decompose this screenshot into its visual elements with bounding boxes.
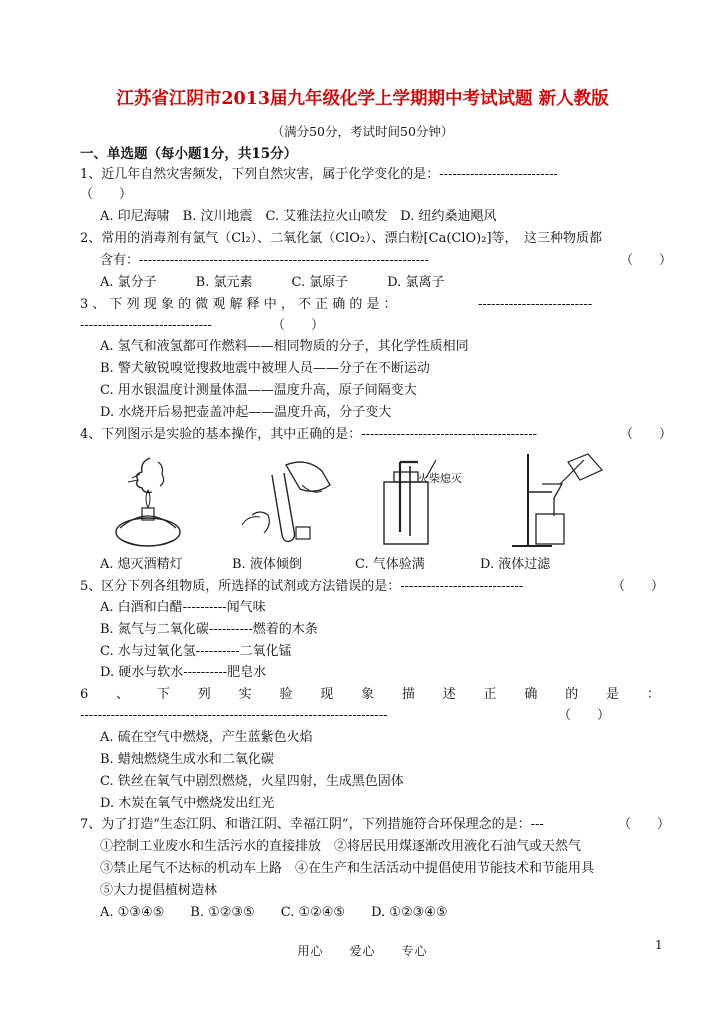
figure-gas-collection bbox=[370, 452, 480, 552]
q6-option-d: D. 木炭在氧气中燃烧发出红光 bbox=[100, 796, 275, 811]
q7-measure-line-3: ⑤大力提倡植树造林 bbox=[100, 883, 218, 898]
q2-stem-cont: 含有：------------------------------------------------------------------ bbox=[100, 253, 429, 268]
figure-filtration bbox=[498, 448, 608, 552]
q1-answer-paren: （ ） bbox=[80, 187, 133, 202]
q4-option-c: C. 气体验满 bbox=[355, 557, 425, 572]
q6-stem-char: 描 bbox=[401, 687, 415, 702]
q2-stem: 2、常用的消毒剂有氯气（Cl₂）、二氧化氯（ClO₂）、漂白粉[Ca(ClO)₂]等， 这三种物质都 bbox=[80, 231, 603, 246]
q6-answer-paren: （ ） bbox=[558, 708, 611, 723]
q4-stem: 4、下列图示是实验的基本操作，其中正确的是：---------------------------------------- bbox=[80, 427, 537, 442]
q6-stem-char: ： bbox=[646, 687, 660, 702]
q5-option-b: B. 氮气与二氧化碳----------燃着的木条 bbox=[100, 622, 318, 637]
q6-stem-char: 下 bbox=[156, 687, 170, 702]
q6-stem-char: 验 bbox=[279, 687, 293, 702]
q1-stem: 1、近几年自然灾害频发，下列自然灾害，属于化学变化的是：--------------------------- bbox=[80, 167, 558, 182]
q3-option-c: C. 用水银温度计测量体温——温度升高，原子间隔变大 bbox=[100, 383, 417, 398]
q3-option-b: B. 警犬敏锐嗅觉搜救地震中被埋人员——分子在不断运动 bbox=[100, 361, 430, 376]
q2-options: A. 氯分子 B. 氯元素 C. 氯原子 D. 氯离子 bbox=[100, 275, 445, 290]
figure-label-match: 火柴熄灭 bbox=[418, 472, 462, 485]
q3-option-a: A. 氢气和液氢都可作燃料——相同物质的分子，其化学性质相同 bbox=[100, 339, 469, 354]
q6-option-c: C. 铁丝在氧气中剧烈燃烧，火星四射，生成黑色固体 bbox=[100, 774, 404, 789]
q5-option-c: C. 水与过氧化氢----------二氧化锰 bbox=[100, 644, 292, 659]
section-heading: 一、单选题（每小题1分，共15分） bbox=[80, 146, 298, 162]
q6-stem bbox=[80, 686, 660, 704]
q7-answer-paren: （ ） bbox=[618, 817, 671, 832]
q6-stem-char: 现 bbox=[320, 687, 334, 702]
q5-option-d: D. 硬水与软水----------肥皂水 bbox=[100, 665, 267, 680]
q6-stem-char: 的 bbox=[565, 687, 579, 702]
q6-option-b: B. 蜡烛燃烧生成水和二氧化碳 bbox=[100, 752, 274, 767]
q6-stem-cont: ---------------------------------------------------------------------- bbox=[80, 708, 388, 723]
q7-stem: 7、为了打造“生态江阴、和谐江阴、幸福江阴”，下列措施符合环保理念的是：--- bbox=[80, 817, 544, 832]
q7-options: A. ①③④⑤ B. ①②③⑤ C. ①②④⑤ D. ①②③④⑤ bbox=[100, 905, 448, 920]
q5-stem: 5、区分下列各组物质，所选择的试剂或方法错误的是：---------------------------- bbox=[80, 579, 524, 594]
q3-option-d: D. 水烧开后易把壶盖冲起——温度升高，分子变大 bbox=[100, 405, 392, 420]
q4-option-a: A. 熄灭酒精灯 bbox=[100, 557, 183, 572]
figure-liquid-pouring bbox=[232, 455, 342, 555]
q4-option-d: D. 液体过滤 bbox=[480, 557, 551, 572]
q6-stem-char: 是 bbox=[606, 687, 620, 702]
q6-stem-char: 述 bbox=[442, 687, 456, 702]
q3-stem-dashes: -------------------------- bbox=[478, 297, 593, 312]
q3-answer-paren: （ ） bbox=[272, 318, 325, 333]
q6-stem-char: 正 bbox=[483, 687, 497, 702]
document-title: 江苏省江阴市2013届九年级化学上学期期中考试试题 新人教版 bbox=[116, 89, 609, 109]
q4-option-b: B. 液体倾倒 bbox=[232, 557, 302, 572]
q4-answer-paren: （ ） bbox=[620, 427, 673, 442]
q6-stem-char: 确 bbox=[524, 687, 538, 702]
q6-stem-char: 列 bbox=[197, 687, 211, 702]
page-footer: 用心 爱心 专心 bbox=[297, 944, 428, 958]
q3-stem: 3 、 下 列 现 象 的 微 观 解 释 中 ， 不 正 确 的 是 ： bbox=[80, 297, 397, 312]
q1-options: A. 印尼海啸 B. 汶川地震 C. 艾雅法拉火山喷发 D. 纽约桑迪飓风 bbox=[100, 209, 497, 224]
q3-stem-cont: ------------------------------ bbox=[80, 318, 212, 333]
q6-stem-char: 象 bbox=[361, 687, 375, 702]
q6-option-a: A. 硫在空气中燃烧，产生蓝紫色火焰 bbox=[100, 730, 313, 745]
q6-stem-char: 实 bbox=[238, 687, 252, 702]
page-number: 1 bbox=[655, 938, 663, 952]
q6-stem-char: 6 bbox=[80, 687, 89, 702]
exam-subtitle: （满分50分，考试时间50分钟） bbox=[271, 124, 454, 139]
q6-stem-char: 、 bbox=[116, 687, 130, 702]
q7-measure-line-1: ①控制工业废水和生活污水的直接排放 ②将居民用煤逐渐改用液化石油气或天然气 bbox=[100, 839, 582, 854]
figure-alcohol-lamp bbox=[100, 450, 210, 550]
q2-answer-paren: （ ） bbox=[620, 253, 673, 268]
q7-measure-line-2: ③禁止尾气不达标的机动车上路 ④在生产和生活活动中提倡使用节能技术和节能用具 bbox=[100, 861, 595, 876]
q5-option-a: A. 白酒和白醋----------闻气味 bbox=[100, 600, 266, 615]
q5-answer-paren: （ ） bbox=[612, 579, 665, 594]
